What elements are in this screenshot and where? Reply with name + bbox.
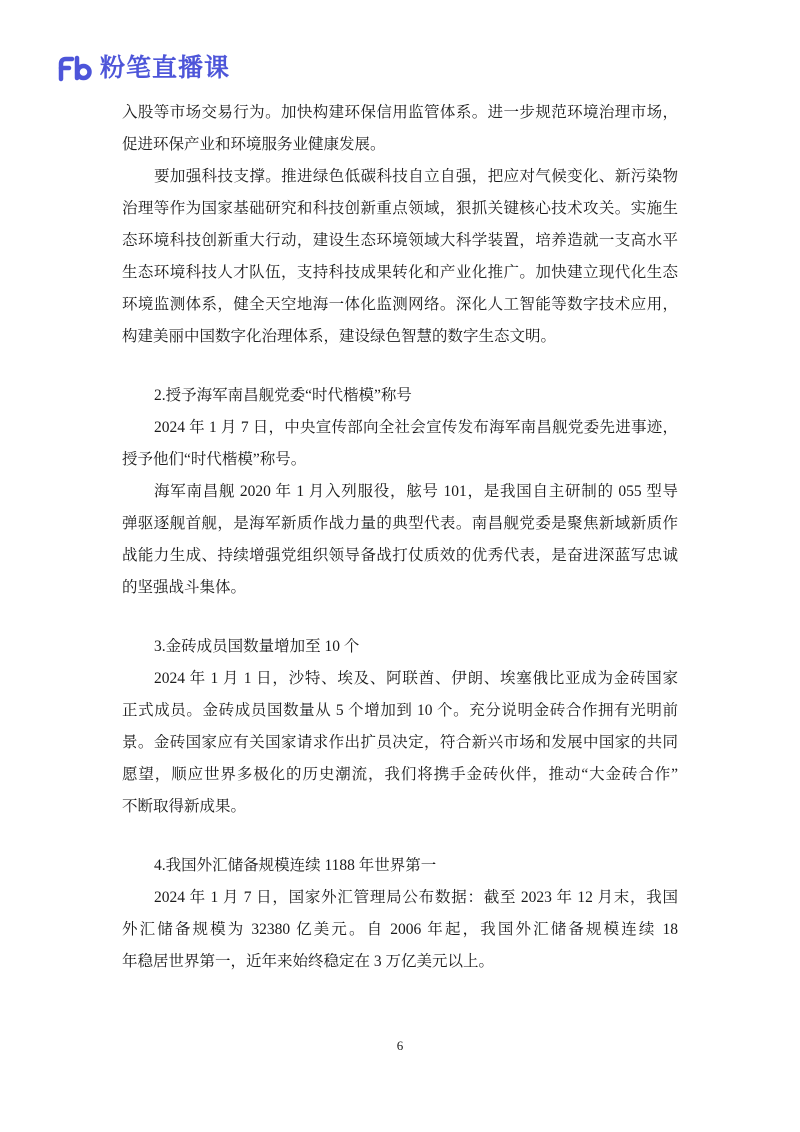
text-line: 2024 年 1 月 7 日，国家外汇管理局公布数据：截至 2023 年 12 月末，我国 bbox=[154, 889, 678, 906]
section-heading: 3.金砖成员国数量增加至 10 个 bbox=[154, 638, 360, 655]
paragraph bbox=[122, 161, 678, 353]
text-line: 愿望，顺应世界多极化的历史潮流，我们将携手金砖伙伴，推动“大金砖合作” bbox=[122, 766, 678, 783]
text-line: 构建美丽中国数字化治理体系，建设绿色智慧的数字生态文明。 bbox=[122, 328, 557, 345]
text-line: 2024 年 1 月 1 日，沙特、埃及、阿联酋、伊朗、埃塞俄比亚成为金砖国家 bbox=[154, 670, 678, 687]
section-heading: 4.我国外汇储备规模连续 1188 年世界第一 bbox=[154, 857, 437, 874]
text-line: 环境监测体系，健全天空地海一体化监测网络。深化人工智能等数字技术应用， bbox=[122, 296, 678, 313]
section bbox=[122, 380, 678, 604]
paragraph bbox=[122, 476, 678, 604]
text-line: 态环境科技创新重大行动，建设生态环境领域大科学装置，培养造就一支高水平 bbox=[122, 232, 678, 249]
text-line: 要加强科技支撑。推进绿色低碳科技自立自强，把应对气候变化、新污染物 bbox=[154, 168, 678, 185]
paragraph bbox=[122, 663, 678, 823]
paragraph bbox=[122, 882, 678, 978]
text-line: 正式成员。金砖成员国数量从 5 个增加到 10 个。充分说明金砖合作拥有光明前 bbox=[122, 702, 678, 719]
text-line: 入股等市场交易行为。加快构建环保信用监管体系。进一步规范环境治理市场， bbox=[122, 104, 678, 121]
text-line: 授予他们“时代楷模”称号。 bbox=[122, 451, 307, 468]
text-line: 年稳居世界第一，近年来始终稳定在 3 万亿美元以上。 bbox=[122, 953, 495, 970]
text-line: 生态环境科技人才队伍，支持科技成果转化和产业化推广。加快建立现代化生态 bbox=[122, 264, 678, 281]
brand-name: 粉笔直播课 bbox=[100, 53, 231, 82]
text-line: 外汇储备规模为 32380 亿美元。自 2006 年起，我国外汇储备规模连续 18 bbox=[122, 921, 678, 938]
text-line: 促进环保产业和环境服务业健康发展。 bbox=[122, 136, 386, 153]
section bbox=[122, 631, 678, 823]
page-number: 6 bbox=[396, 1038, 404, 1053]
text-line: 弹驱逐舰首舰，是海军新质作战力量的典型代表。南昌舰党委是聚焦新域新质作 bbox=[122, 515, 678, 532]
text-line: 海军南昌舰 2020 年 1 月入列服役，舷号 101，是我国自主研制的 055 型导 bbox=[154, 483, 678, 500]
section bbox=[122, 850, 678, 978]
document-body bbox=[122, 97, 678, 978]
text-line: 战能力生成、持续增强党组织领导备战打仗质效的优秀代表，是奋进深蓝写忠诚 bbox=[122, 547, 678, 564]
text-line: 不断取得新成果。 bbox=[122, 798, 247, 815]
text-line: 的坚强战斗集体。 bbox=[122, 579, 247, 596]
text-line: 景。金砖国家应有关国家请求作出扩员决定，符合新兴市场和发展中国家的共同 bbox=[122, 734, 678, 751]
section-heading: 2.授予海军南昌舰党委“时代楷模”称号 bbox=[154, 387, 412, 404]
paragraph bbox=[122, 412, 678, 476]
fenbi-logo-icon bbox=[56, 54, 94, 82]
text-line: 2024 年 1 月 7 日，中央宣传部向全社会宣传发布海军南昌舰党委先进事迹， bbox=[154, 419, 678, 436]
text-line: 治理等作为国家基础研究和科技创新重点领域，狠抓关键核心技术攻关。实施生 bbox=[122, 200, 678, 217]
paragraph bbox=[122, 97, 678, 161]
